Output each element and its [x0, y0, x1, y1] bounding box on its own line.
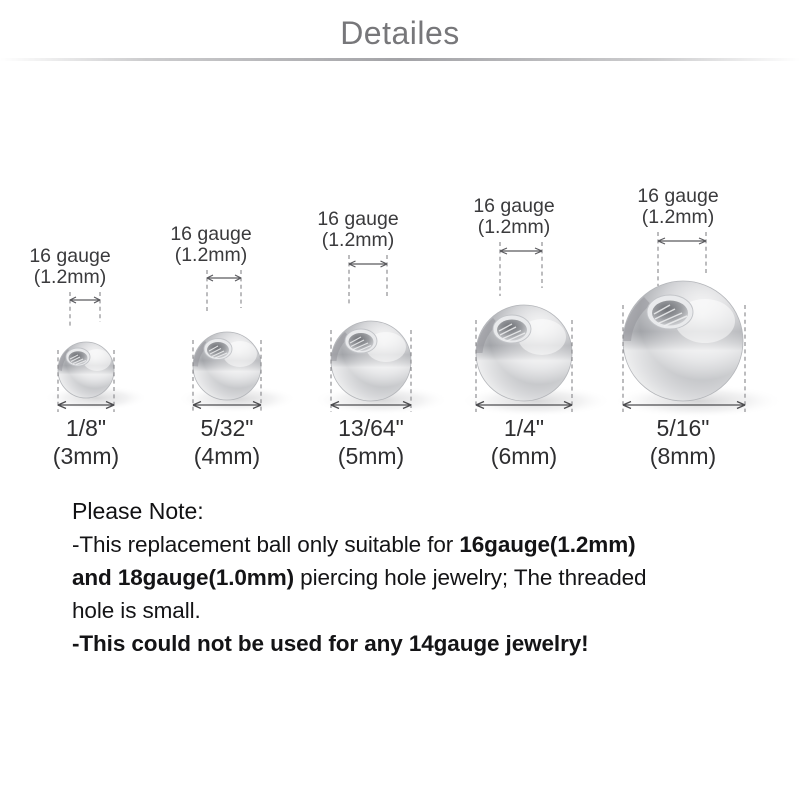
- gauge-label-line2: (1.2mm): [641, 206, 715, 228]
- hole-dimension: [349, 255, 387, 304]
- threaded-hole: [493, 315, 531, 343]
- threaded-hole: [345, 329, 377, 353]
- size-label-mm: (8mm): [649, 443, 717, 469]
- size-label-mm: (6mm): [490, 443, 558, 469]
- gauge-label-line1: 16 gauge: [637, 185, 719, 207]
- size-label-inch: 1/8": [65, 415, 107, 441]
- page-header: [0, 0, 800, 62]
- threaded-hole: [66, 348, 90, 366]
- header-divider: [0, 58, 800, 61]
- hole-dimension: [658, 232, 706, 286]
- size-label-mm: (5mm): [337, 443, 405, 469]
- size-label-mm: (3mm): [52, 443, 120, 469]
- note-line-1-prefix: -This replacement ball only suitable for: [72, 532, 460, 557]
- ball-size-diagram: [0, 180, 800, 480]
- note-line-3: hole is small.: [72, 598, 201, 623]
- size-label-inch: 1/4": [503, 415, 545, 441]
- hole-dimension: [500, 242, 542, 296]
- size-label-inch: 5/16": [656, 415, 710, 441]
- hole-dimension: [70, 292, 100, 328]
- gauge-label-line2: (1.2mm): [477, 216, 551, 238]
- threaded-hole: [204, 339, 232, 360]
- gauge-label-line1: 16 gauge: [473, 195, 555, 217]
- hole-dimension: [207, 270, 241, 314]
- note-line-4: -This could not be used for any 14gauge jewelry!: [72, 631, 589, 656]
- note-line-2: [72, 561, 752, 594]
- threaded-hole: [647, 295, 693, 329]
- gauge-label-line1: 16 gauge: [170, 223, 252, 245]
- page-title: Detailes: [340, 15, 460, 51]
- please-note-block: [72, 494, 752, 660]
- note-line-2-rest: piercing hole jewelry; The threaded: [294, 565, 647, 590]
- note-line-2-bold: and 18gauge(1.0mm): [72, 565, 295, 590]
- gauge-label-line2: (1.2mm): [321, 229, 395, 251]
- note-line-1-bold: 16gauge(1.2mm): [459, 532, 636, 557]
- size-label-inch: 13/64": [338, 415, 404, 441]
- ball-figure-8mm: [590, 180, 795, 480]
- gauge-label-line2: (1.2mm): [174, 244, 248, 266]
- gauge-label-line1: 16 gauge: [317, 208, 399, 230]
- note-line-1: [72, 528, 752, 561]
- size-label-inch: 5/32": [200, 415, 254, 441]
- note-heading: Please Note:: [72, 498, 204, 524]
- size-label-mm: (4mm): [193, 443, 261, 469]
- gauge-label-line2: (1.2mm): [33, 266, 107, 288]
- gauge-label-line1: 16 gauge: [29, 245, 111, 267]
